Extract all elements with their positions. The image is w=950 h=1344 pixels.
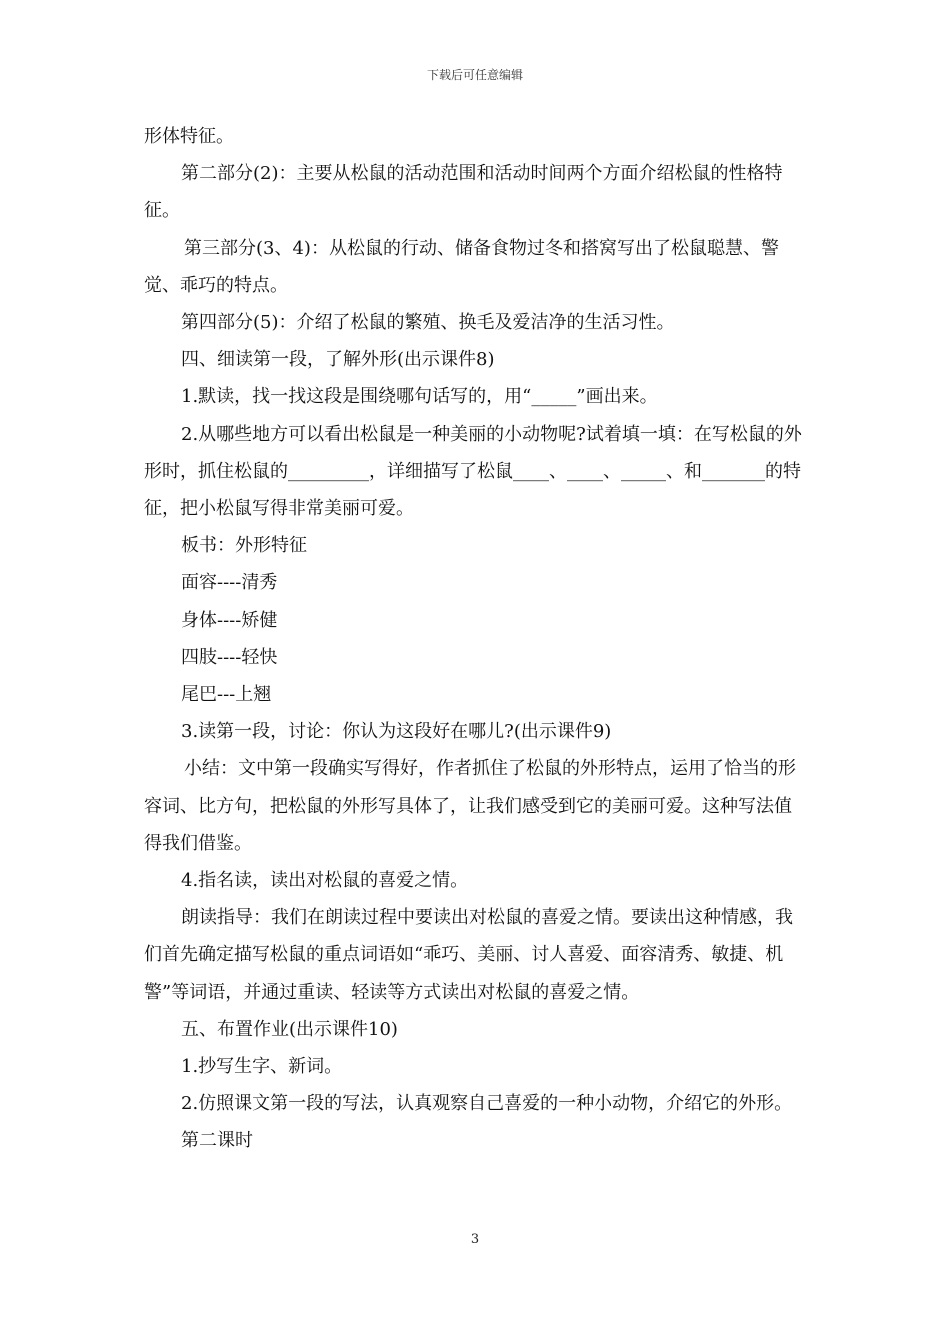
paragraph: 4.指名读，读出对松鼠的喜爱之情。 <box>181 870 469 892</box>
blackboard-title: 板书：外形特征 <box>181 535 307 557</box>
paragraph: 1.默读，找一找这段是围绕哪句话写的，用“_____”画出来。 <box>181 386 658 408</box>
section-heading: 五、布置作业(出示课件10) <box>181 1018 398 1040</box>
blackboard-item: 尾巴---上翘 <box>181 684 272 706</box>
header-note: 下载后可任意编辑 <box>426 68 523 82</box>
paragraph: 朗读指导：我们在朗读过程中要读出对松鼠的喜爱之情。要读出这种情感，我们首先确定描写松鼠的重点词语如“乖巧、美丽、讨人喜爱、面容清秀、敏捷、机警”等词语，并通过重读、轻读等方式读出对松鼠的喜爱之情。 <box>144 907 793 1003</box>
paragraph: 小结：文中第一段确实写得好，作者抓住了松鼠的外形特点，运用了恰当的形容词、比方句，把松鼠的外形写具体了，让我们感受到它的美丽可爱。这种写法值得我们借鉴。 <box>144 758 796 854</box>
section-heading: 四、细读第一段，了解外形(出示课件8) <box>181 349 495 371</box>
blackboard-item: 四肢----轻快 <box>181 646 278 668</box>
paragraph: 2.仿照课文第一段的写法，认真观察自己喜爱的一种小动物，介绍它的外形。 <box>181 1093 793 1115</box>
section-heading: 第二课时 <box>181 1130 253 1152</box>
blackboard-item: 身体----矫健 <box>181 609 278 631</box>
paragraph: 第三部分(3、4)：从松鼠的行动、储备食物过冬和搭窝写出了松鼠聪慧、警觉、乖巧的特点。 <box>144 237 779 296</box>
document-body <box>144 118 808 1160</box>
paragraph: 1.抄写生字、新词。 <box>181 1056 343 1078</box>
paragraph: 2.从哪些地方可以看出松鼠是一种美丽的小动物呢?试着填一填：在写松鼠的外形时，抓住松鼠的_________，详细描写了松鼠____、____、_____、和_______的特征，把小松鼠写得非常美丽可爱。 <box>144 423 802 520</box>
page-number: 3 <box>470 1232 480 1247</box>
paragraph: 形体特征。 <box>144 126 234 147</box>
paragraph: 第四部分(5)：介绍了松鼠的繁殖、换毛及爱洁净的生活习性。 <box>181 312 675 334</box>
paragraph: 第二部分(2)：主要从松鼠的活动范围和活动时间两个方面介绍松鼠的性格特征。 <box>144 163 783 222</box>
blackboard-item: 面容----清秀 <box>181 572 278 594</box>
paragraph: 3.读第一段，讨论：你认为这段好在哪儿?(出示课件9) <box>181 721 612 743</box>
